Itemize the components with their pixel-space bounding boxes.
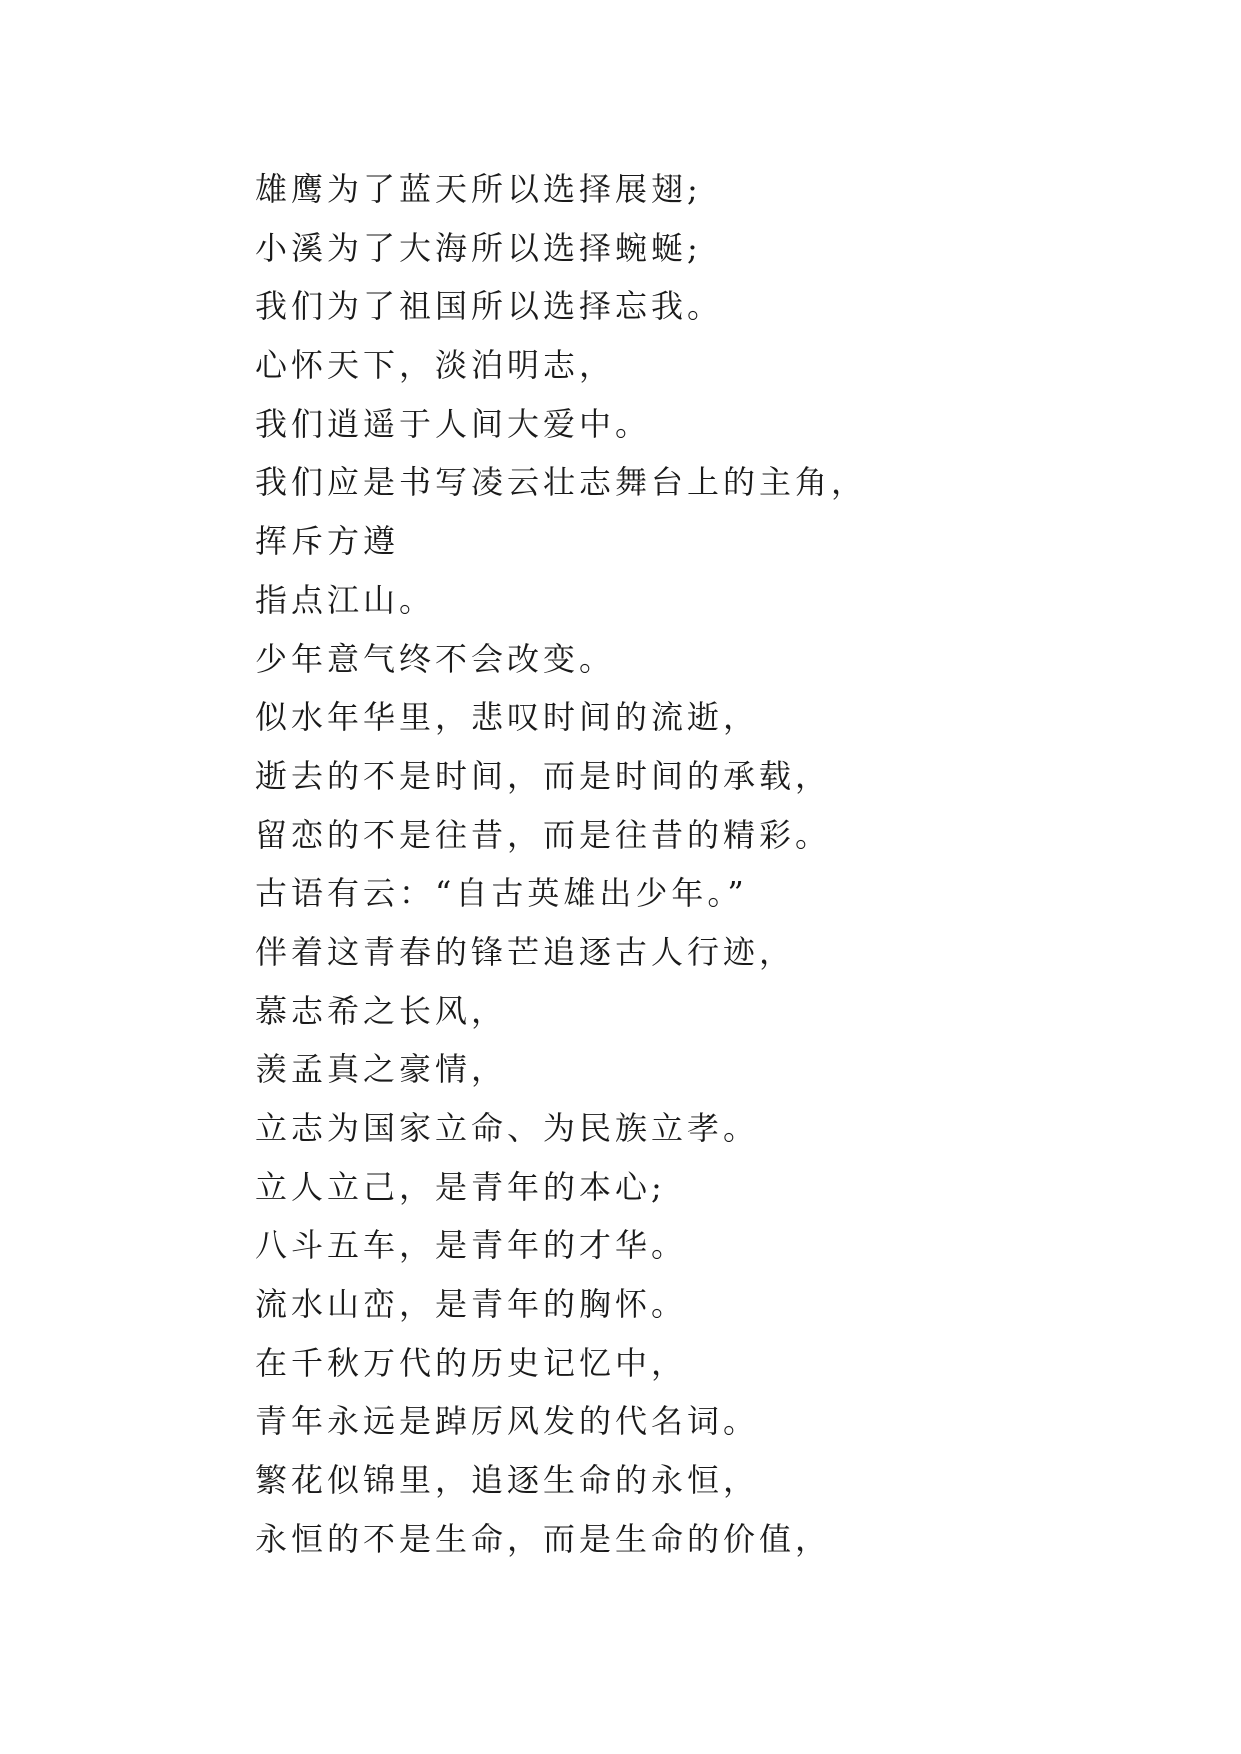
poem-line: 逝去的不是时间，而是时间的承载， [255, 756, 832, 795]
poem-line: 流水山峦，是青年的胸怀。 [255, 1285, 688, 1324]
poem-line: 雄鹰为了蓝天所以选择展翅; [255, 170, 702, 208]
poem-line: 伴着这青春的锋芒追逐古人行迹， [255, 932, 796, 971]
poem-line: 我们为了祖国所以选择忘我。 [255, 287, 724, 326]
poem-line: 留恋的不是往昔，而是往昔的精彩。 [255, 815, 832, 854]
poem-line: 心怀天下，淡泊明志， [255, 346, 616, 385]
poem-line: 青年永远是踔厉风发的代名词。 [255, 1402, 760, 1441]
poem-line: 永恒的不是生命，而是生命的价值， [255, 1519, 832, 1558]
poem-line: 挥斥方遵 [255, 522, 400, 561]
poem-line: 立志为国家立命、为民族立孝。 [255, 1109, 760, 1147]
poem-line: 八斗五车，是青年的才华。 [255, 1226, 688, 1265]
poem-line: 繁花似锦里，追逐生命的永恒， [255, 1461, 760, 1500]
poem-line: 慕志希之长风， [255, 991, 508, 1030]
poem-line: 我们逍遥于人间大爱中。 [255, 404, 652, 443]
poem-line: 指点江山。 [255, 580, 436, 619]
poem-line: 似水年华里，悲叹时间的流逝， [255, 698, 760, 737]
poem-line: 小溪为了大海所以选择蜿蜒; [255, 228, 702, 267]
poem-line: 少年意气终不会改变。 [255, 639, 616, 678]
poem-line: 立人立己，是青年的本心; [255, 1167, 666, 1206]
poem-line: 古语有云：“自古英雄出少年。” [255, 874, 748, 913]
poem-line: 羡孟真之豪情， [255, 1050, 508, 1089]
poem-line: 在千秋万代的历史记忆中， [255, 1343, 688, 1382]
poem-line: 我们应是书写凌云壮志舞台上的主角， [255, 463, 868, 502]
poem-text [255, 160, 1155, 1569]
